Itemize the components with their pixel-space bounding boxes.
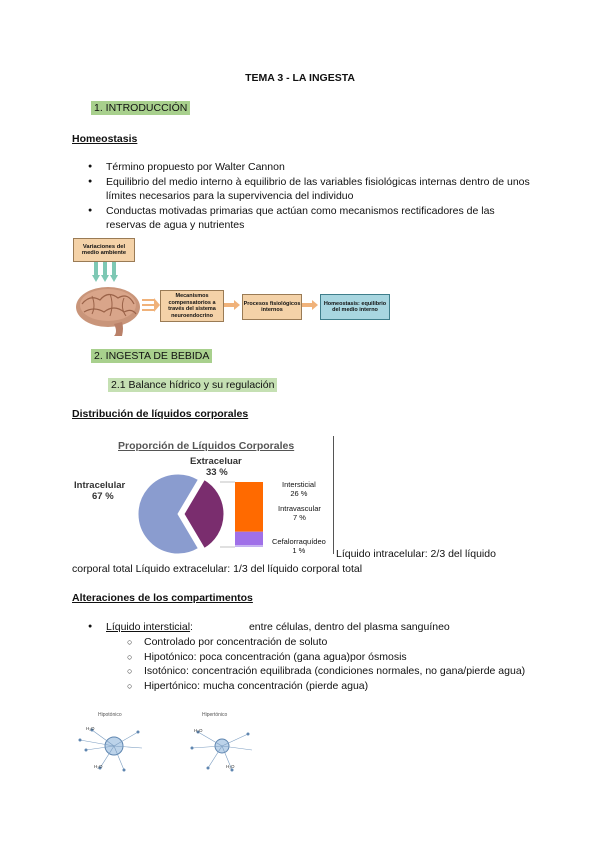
cell-diagram-hipertonico	[182, 712, 272, 776]
bar-segment-0	[235, 482, 263, 532]
homeostasis-diagram	[72, 236, 402, 336]
section-introduccion	[91, 102, 190, 114]
arrow-right-icon	[224, 300, 240, 310]
pie-chart	[72, 436, 334, 554]
box-procesos: Procesos fisiológicos internos	[242, 294, 302, 320]
slice-name: Extraceluar	[190, 456, 242, 467]
page-title: TEMA 3 - LA INGESTA	[245, 72, 355, 84]
slice-value: 33 %	[206, 467, 228, 478]
slice-label-intracelular	[74, 480, 125, 502]
bar-segment-1	[235, 532, 263, 545]
bar-name: Cefalorraquídeo	[272, 537, 326, 546]
section-ingesta-label: 2. INGESTA DE BEBIDA	[91, 349, 212, 363]
water-label: H₂O	[194, 728, 203, 733]
slice-name: Intracelular	[74, 480, 126, 491]
arrow-right-icon	[302, 300, 318, 310]
cell-diagram-hipotonico	[72, 712, 162, 776]
alteraciones-heading: Alteraciones de los compartimentos	[72, 592, 253, 604]
list-item	[72, 620, 532, 635]
box-variaciones: Variaciones del medio ambiente	[73, 238, 135, 262]
water-label: H₂O	[226, 764, 235, 769]
list-item: ○ Hipotónico: poca concentración (gana agua)por ósmosis	[72, 650, 532, 665]
distribucion-caption: Líquido intracelular: 2/3 del líquido corporal total Líquido extracelular: 1/3 del líquido corporal total	[72, 548, 496, 575]
item-term: Líquido intersticial	[106, 621, 191, 633]
alteraciones-list	[72, 620, 532, 635]
list-item: ● Equilibrio del medio interno à equilibrio de las variables fisiológicas internas dentro de unos límites necesarios para la supervivencia del individuo	[72, 175, 532, 204]
arrow-right-icon	[142, 298, 160, 312]
subsection-balance	[108, 379, 277, 391]
water-label: H₂O	[94, 764, 103, 769]
section-introduccion-label: 1. INTRODUCCIÓN	[91, 101, 190, 115]
bar-label-intersticial	[282, 480, 316, 498]
distribucion-heading: Distribución de líquidos corporales	[72, 408, 249, 420]
bar-label-intravascular	[278, 504, 321, 522]
item-colon: :	[190, 621, 193, 633]
list-item: ● Término propuesto por Walter Cannon	[72, 160, 532, 175]
down-arrows-icon	[92, 262, 122, 284]
list-item: ○ Hipertónico: mucha concentración (pierde agua)	[72, 679, 532, 694]
bar-name: Intersticial	[282, 480, 316, 489]
item-rest: entre células, dentro del plasma sanguíneo	[248, 621, 450, 633]
section-ingesta-bebida	[91, 350, 212, 362]
slice-label-extraceluar	[190, 456, 242, 478]
homeostasis-list	[72, 160, 532, 233]
water-label: H₂O	[86, 726, 95, 731]
list-item: ○ Isotónico: concentración equilibrada (condiciones normales, no gana/pierde agua)	[72, 664, 532, 679]
bar-value: 7 %	[293, 513, 306, 522]
alteraciones-sublist	[72, 635, 532, 693]
box-mecanismos: Mecanismos compensatorios a través del sistema neuroendocrino	[160, 290, 224, 322]
bar-value: 1 %	[292, 546, 306, 555]
homeostasis-heading: Homeostasis	[72, 133, 138, 145]
list-item: ● Conductas motivadas primarias que actúan como mecanismos rectificadores de las reservas de agua y nutrientes	[72, 204, 532, 233]
list-item: ○ Controlado por concentración de soluto	[72, 635, 532, 650]
bar-name: Intravascular	[278, 504, 321, 513]
box-homeostasis: Homeostasis: equilibrio del medio interno	[320, 294, 390, 320]
brain-icon	[74, 282, 142, 336]
subsection-balance-label: 2.1 Balance hídrico y su regulación	[108, 378, 277, 392]
cell-label: Hipertónico	[202, 712, 228, 718]
chart-title: Proporción de Líquidos Corporales	[118, 440, 295, 452]
cell-label: Hipotónico	[98, 712, 122, 718]
bar-value: 26 %	[290, 489, 308, 498]
slice-value: 67 %	[92, 491, 114, 502]
